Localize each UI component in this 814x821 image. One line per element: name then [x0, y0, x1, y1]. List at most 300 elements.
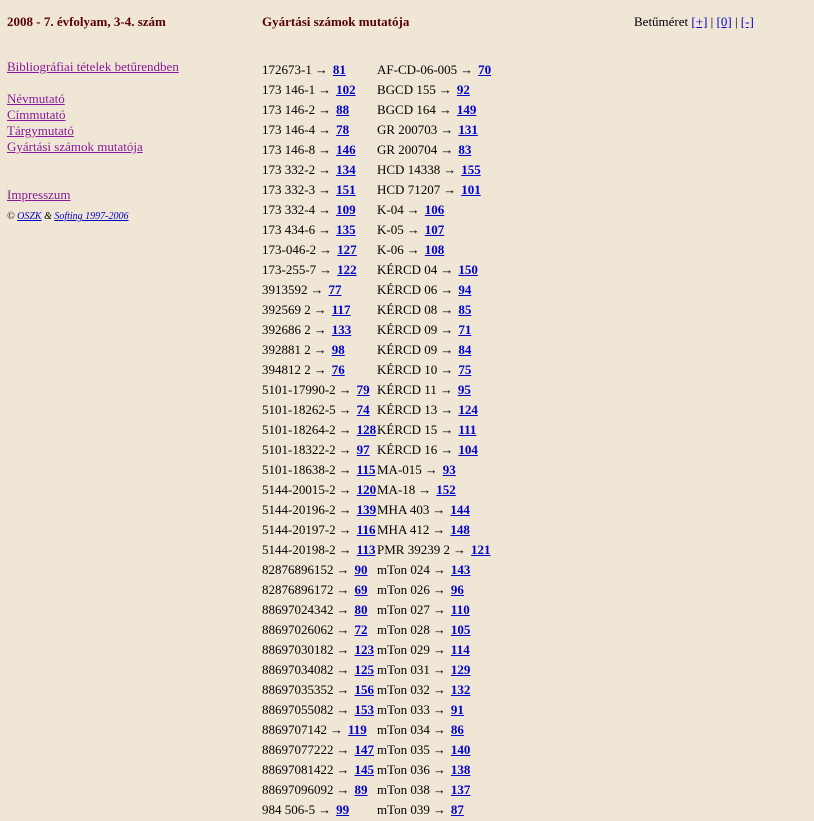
page-link[interactable]: 98: [331, 342, 345, 357]
list-item: [377, 100, 491, 120]
list-item: [262, 520, 376, 540]
catalog-code: BGCD 164: [377, 102, 436, 117]
list-item: [262, 640, 376, 660]
catalog-column-2: [377, 60, 491, 820]
page-link[interactable]: 111: [458, 422, 477, 437]
list-item: [262, 240, 376, 260]
page-link[interactable]: 106: [424, 202, 445, 217]
list-item: [377, 320, 491, 340]
sidebar-link-title-index[interactable]: Címmutató: [7, 107, 66, 122]
catalog-code: 5144-20196-2: [262, 502, 336, 517]
list-item: [377, 720, 491, 740]
page-link[interactable]: 150: [458, 262, 478, 277]
font-size-label: Betűméret: [634, 14, 689, 29]
list-item: [377, 440, 491, 460]
list-item: [262, 600, 376, 620]
list-item: [262, 200, 376, 220]
catalog-code: GR 200704: [377, 142, 438, 157]
page-link[interactable]: 85: [458, 302, 472, 317]
catalog-code: 392881 2: [262, 342, 311, 357]
catalog-code: 88697026062: [262, 622, 334, 637]
arrow-icon: →: [319, 262, 333, 277]
catalog-code: MHA 403: [377, 502, 430, 517]
page-link[interactable]: 83: [458, 142, 472, 157]
catalog-code: 173 146-4: [262, 122, 316, 137]
page-link[interactable]: 69: [354, 582, 368, 597]
page-link[interactable]: 151: [336, 182, 356, 197]
arrow-icon: →: [440, 422, 454, 437]
list-item: [377, 300, 491, 320]
arrow-icon: →: [336, 562, 350, 577]
arrow-icon: →: [432, 602, 446, 617]
page-link[interactable]: 149: [456, 102, 477, 117]
page-link[interactable]: 114: [450, 642, 470, 657]
page-link[interactable]: 134: [336, 162, 356, 177]
list-item: [377, 780, 491, 800]
arrow-icon: →: [432, 762, 446, 777]
list-item: [377, 260, 491, 280]
arrow-icon: →: [432, 662, 446, 677]
catalog-code: mTon 035: [377, 742, 430, 757]
list-item: [377, 680, 491, 700]
list-item: [377, 560, 491, 580]
arrow-icon: →: [432, 742, 446, 757]
list-item: [377, 220, 491, 240]
arrow-icon: →: [330, 722, 343, 737]
catalog-code: PMR 39239 2: [377, 542, 450, 557]
arrow-icon: →: [406, 222, 420, 237]
page-link[interactable]: 122: [337, 262, 357, 277]
list-item: [262, 100, 376, 120]
list-item: [262, 120, 376, 140]
page-link[interactable]: 116: [356, 522, 376, 537]
list-item: [377, 460, 491, 480]
page-link[interactable]: 109: [336, 202, 356, 217]
arrow-icon: →: [432, 502, 446, 517]
separator: |: [734, 14, 738, 29]
page-link[interactable]: 138: [450, 762, 471, 777]
ampersand: &: [44, 211, 52, 222]
arrow-icon: →: [424, 462, 438, 477]
list-item: [262, 300, 376, 320]
list-item: [262, 800, 376, 820]
page-link[interactable]: 94: [458, 282, 472, 297]
arrow-icon: →: [440, 282, 454, 297]
page-link[interactable]: 119: [348, 722, 367, 737]
list-item: [262, 560, 376, 580]
catalog-code: 394812 2: [262, 362, 311, 377]
sidebar-link-catalog-index[interactable]: Gyártási számok mutatója: [7, 139, 143, 154]
catalog-code: HCD 14338: [377, 162, 441, 177]
catalog-code: KÉRCD 09: [377, 342, 438, 357]
list-item: [377, 520, 491, 540]
arrow-icon: →: [338, 462, 352, 477]
arrow-icon: →: [336, 742, 350, 757]
arrow-icon: →: [318, 122, 332, 137]
catalog-column-1: [262, 60, 376, 820]
list-item: [377, 400, 491, 420]
arrow-icon: →: [336, 642, 350, 657]
list-item: [377, 360, 491, 380]
arrow-icon: →: [318, 202, 332, 217]
arrow-icon: →: [313, 342, 327, 357]
arrow-icon: →: [418, 482, 432, 497]
font-size-reset-link[interactable]: [0]: [716, 14, 732, 29]
catalog-code: 173-046-2: [262, 242, 317, 257]
list-item: [262, 660, 376, 680]
list-item: [377, 800, 491, 820]
arrow-icon: →: [336, 702, 350, 717]
arrow-icon: →: [440, 362, 454, 377]
page-link[interactable]: 121: [470, 542, 491, 557]
catalog-code: mTon 036: [377, 762, 430, 777]
list-item: [377, 480, 491, 500]
list-item: [377, 60, 491, 80]
arrow-icon: →: [338, 442, 352, 457]
page-link[interactable]: 124: [458, 402, 478, 417]
page-link[interactable]: 93: [442, 462, 456, 477]
catalog-code: mTon 026: [377, 582, 430, 597]
catalog-code: 82876896152: [262, 562, 334, 577]
page-link[interactable]: 147: [354, 742, 374, 757]
catalog-code: 5101-18322-2: [262, 442, 336, 457]
list-item: [377, 180, 491, 200]
page-link[interactable]: 104: [458, 442, 478, 457]
list-item: [262, 320, 376, 340]
arrow-icon: →: [310, 282, 324, 297]
catalog-code: BGCD 155: [377, 82, 436, 97]
list-item: [262, 360, 376, 380]
arrow-icon: →: [313, 362, 327, 377]
list-item: [377, 760, 491, 780]
arrow-icon: →: [438, 82, 452, 97]
page-link[interactable]: 78: [336, 122, 350, 137]
page-link[interactable]: 84: [458, 342, 472, 357]
sidebar-nav: [7, 59, 247, 225]
list-item: [262, 420, 376, 440]
catalog-code: KÉRCD 16: [377, 442, 438, 457]
catalog-code: mTon 032: [377, 682, 430, 697]
arrow-icon: →: [336, 782, 350, 797]
arrow-icon: →: [406, 202, 420, 217]
catalog-code: 5101-18638-2: [262, 462, 336, 477]
catalog-code: AF-CD-06-005: [377, 62, 458, 77]
list-item: [262, 680, 376, 700]
catalog-code: 173-255-7: [262, 262, 317, 277]
page-link[interactable]: 146: [336, 142, 356, 157]
catalog-code: MHA 412: [377, 522, 430, 537]
catalog-code: KÉRCD 15: [377, 422, 438, 437]
catalog-code: MA-18: [377, 482, 416, 497]
arrow-icon: →: [432, 622, 446, 637]
arrow-icon: →: [336, 582, 350, 597]
catalog-code: mTon 031: [377, 662, 430, 677]
page-link[interactable]: 156: [354, 682, 374, 697]
page-link[interactable]: 86: [450, 722, 464, 737]
page-link[interactable]: 153: [354, 702, 374, 717]
arrow-icon: →: [319, 242, 333, 257]
arrow-icon: →: [440, 262, 454, 277]
page-link[interactable]: 137: [450, 782, 471, 797]
page-link[interactable]: 129: [450, 662, 471, 677]
list-item: [377, 240, 491, 260]
page-link[interactable]: 148: [450, 522, 470, 537]
page-link[interactable]: 96: [450, 582, 464, 597]
page-link[interactable]: 117: [331, 302, 351, 317]
catalog-code: 88697030182: [262, 642, 334, 657]
page-link[interactable]: 75: [458, 362, 472, 377]
catalog-code: HCD 71207: [377, 182, 441, 197]
list-item: [377, 500, 491, 520]
catalog-code: GR 200703: [377, 122, 438, 137]
page-link[interactable]: 133: [331, 322, 352, 337]
list-item: [377, 620, 491, 640]
catalog-code: 173 146-1: [262, 82, 316, 97]
issue-title: 2008 - 7. évfolyam, 3-4. szám: [7, 14, 166, 29]
page-link[interactable]: 74: [356, 402, 370, 417]
page-link[interactable]: 88: [336, 102, 350, 117]
arrow-icon: →: [439, 382, 453, 397]
arrow-icon: →: [432, 582, 446, 597]
page-link[interactable]: 110: [450, 602, 470, 617]
arrow-icon: →: [432, 802, 446, 817]
page-link[interactable]: 145: [354, 762, 374, 777]
list-item: [262, 580, 376, 600]
font-size-decrease-link[interactable]: [-]: [740, 14, 754, 29]
list-item: [262, 160, 376, 180]
arrow-icon: →: [440, 322, 454, 337]
arrow-icon: →: [460, 62, 474, 77]
catalog-code: 392569 2: [262, 302, 311, 317]
catalog-code: KÉRCD 10: [377, 362, 438, 377]
list-item: [262, 440, 376, 460]
arrow-icon: →: [443, 162, 457, 177]
list-item: [377, 660, 491, 680]
page-link[interactable]: 89: [354, 782, 368, 797]
arrow-icon: →: [318, 102, 332, 117]
page-link[interactable]: 101: [461, 182, 481, 197]
sidebar-link-name-index[interactable]: Névmutató: [7, 91, 65, 106]
catalog-code: mTon 033: [377, 702, 430, 717]
list-item: [262, 720, 376, 740]
catalog-code: 5144-20015-2: [262, 482, 336, 497]
page-link[interactable]: 113: [356, 542, 376, 557]
page-link[interactable]: 128: [356, 422, 377, 437]
arrow-icon: →: [338, 402, 352, 417]
page-link[interactable]: 144: [450, 502, 470, 517]
catalog-code: 5101-18264-2: [262, 422, 336, 437]
arrow-icon: →: [432, 782, 446, 797]
catalog-code: 88697034082: [262, 662, 334, 677]
page-link[interactable]: 123: [354, 642, 374, 657]
arrow-icon: →: [313, 322, 327, 337]
arrow-icon: →: [432, 702, 446, 717]
list-item: [262, 540, 376, 560]
page-link[interactable]: 92: [456, 82, 470, 97]
list-item: [377, 140, 491, 160]
list-item: [262, 220, 376, 240]
list-item: [377, 340, 491, 360]
catalog-code: 82876896172: [262, 582, 334, 597]
catalog-code: 173 332-4: [262, 202, 316, 217]
font-size-controls: [634, 14, 754, 30]
list-item: [377, 580, 491, 600]
catalog-code: 88697024342: [262, 602, 334, 617]
catalog-code: 173 146-8: [262, 142, 316, 157]
arrow-icon: →: [338, 522, 352, 537]
catalog-code: 173 332-2: [262, 162, 316, 177]
catalog-code: 88697081422: [262, 762, 334, 777]
page-link[interactable]: 120: [356, 482, 377, 497]
arrow-icon: →: [440, 442, 454, 457]
catalog-code: 3913592: [262, 282, 308, 297]
arrow-icon: →: [440, 402, 454, 417]
arrow-icon: →: [432, 522, 446, 537]
catalog-code: 5144-20197-2: [262, 522, 336, 537]
list-item: [262, 740, 376, 760]
credits: [7, 209, 247, 225]
page-link[interactable]: 140: [450, 742, 471, 757]
catalog-code: mTon 038: [377, 782, 430, 797]
list-item: [377, 640, 491, 660]
catalog-code: 173 146-2: [262, 102, 316, 117]
list-item: [377, 160, 491, 180]
list-item: [262, 380, 376, 400]
catalog-code: mTon 034: [377, 722, 430, 737]
page-link[interactable]: 105: [450, 622, 471, 637]
arrow-icon: →: [443, 182, 457, 197]
page-link[interactable]: 72: [354, 622, 368, 637]
catalog-code: KÉRCD 04: [377, 262, 438, 277]
arrow-icon: →: [314, 62, 328, 77]
arrow-icon: →: [432, 682, 446, 697]
list-item: [262, 60, 376, 80]
page-link[interactable]: 80: [354, 602, 368, 617]
page-link[interactable]: 71: [458, 322, 472, 337]
arrow-icon: →: [338, 382, 352, 397]
list-item: [262, 280, 376, 300]
page-link[interactable]: 79: [356, 382, 370, 397]
page-link[interactable]: 127: [337, 242, 357, 257]
arrow-icon: →: [440, 302, 454, 317]
list-item: [262, 260, 376, 280]
page-link[interactable]: 77: [328, 282, 342, 297]
list-item: [262, 780, 376, 800]
list-item: [377, 80, 491, 100]
catalog-code: mTon 029: [377, 642, 430, 657]
list-item: [262, 700, 376, 720]
arrow-icon: →: [336, 662, 350, 677]
list-item: [262, 340, 376, 360]
font-size-increase-link[interactable]: [+]: [691, 14, 708, 29]
catalog-code: mTon 027: [377, 602, 430, 617]
page-link[interactable]: 70: [478, 62, 492, 77]
page-link[interactable]: 91: [450, 702, 464, 717]
list-item: [377, 280, 491, 300]
sidebar-link-subject-index[interactable]: Tárgymutató: [7, 123, 74, 138]
list-item: [262, 80, 376, 100]
catalog-code: KÉRCD 09: [377, 322, 438, 337]
page-link[interactable]: 125: [354, 662, 374, 677]
page-link[interactable]: 135: [336, 222, 356, 237]
list-item: [262, 400, 376, 420]
sidebar-link-bibliography[interactable]: Bibliográfiai tételek betűrendben: [7, 59, 179, 74]
list-item: [377, 200, 491, 220]
list-item: [377, 700, 491, 720]
catalog-code: 173 434-6: [262, 222, 316, 237]
arrow-icon: →: [336, 602, 350, 617]
catalog-code: 88697055082: [262, 702, 334, 717]
separator: |: [710, 14, 714, 29]
softing-link[interactable]: Softing 1997-2006: [54, 211, 129, 222]
catalog-code: 88697035352: [262, 682, 334, 697]
page-link[interactable]: 108: [424, 242, 445, 257]
list-item: [377, 600, 491, 620]
arrow-icon: →: [452, 542, 466, 557]
arrow-icon: →: [318, 162, 332, 177]
arrow-icon: →: [438, 102, 452, 117]
page-link[interactable]: 81: [332, 62, 346, 77]
catalog-code: KÉRCD 06: [377, 282, 438, 297]
arrow-icon: →: [313, 302, 327, 317]
catalog-code: 5101-17990-2: [262, 382, 336, 397]
list-item: [262, 480, 376, 500]
catalog-code: mTon 028: [377, 622, 430, 637]
page-link[interactable]: 115: [356, 462, 376, 477]
arrow-icon: →: [440, 142, 454, 157]
catalog-code: 8869707142: [262, 722, 327, 737]
sidebar-link-impressum[interactable]: Impresszum: [7, 187, 71, 202]
page-link[interactable]: 107: [424, 222, 445, 237]
page-link[interactable]: 99: [336, 802, 350, 817]
list-item: [377, 540, 491, 560]
catalog-code: K-06: [377, 242, 404, 257]
page-link[interactable]: 102: [336, 82, 356, 97]
arrow-icon: →: [432, 562, 446, 577]
catalog-code: 173 332-3: [262, 182, 316, 197]
page-link[interactable]: 95: [457, 382, 471, 397]
oszk-link[interactable]: OSZK: [17, 211, 42, 222]
page-link[interactable]: 152: [436, 482, 456, 497]
arrow-icon: →: [318, 222, 332, 237]
list-item: [262, 180, 376, 200]
list-item: [262, 460, 376, 480]
arrow-icon: →: [336, 762, 350, 777]
catalog-code: 88697096092: [262, 782, 334, 797]
page-link[interactable]: 139: [356, 502, 377, 517]
arrow-icon: →: [318, 802, 332, 817]
arrow-icon: →: [440, 122, 454, 137]
page-link[interactable]: 143: [450, 562, 471, 577]
catalog-code: 392686 2: [262, 322, 311, 337]
arrow-icon: →: [406, 242, 420, 257]
page-link[interactable]: 90: [354, 562, 368, 577]
page-title: Gyártási számok mutatója: [262, 14, 410, 29]
catalog-code: mTon 039: [377, 802, 430, 817]
page-link[interactable]: 97: [356, 442, 370, 457]
page-link[interactable]: 132: [450, 682, 471, 697]
catalog-code: KÉRCD 11: [377, 382, 437, 397]
arrow-icon: →: [432, 722, 446, 737]
arrow-icon: →: [432, 642, 446, 657]
page-link[interactable]: 87: [450, 802, 464, 817]
catalog-code: KÉRCD 13: [377, 402, 438, 417]
page-link[interactable]: 155: [461, 162, 481, 177]
catalog-code: KÉRCD 08: [377, 302, 438, 317]
list-item: [377, 740, 491, 760]
page-link[interactable]: 76: [331, 362, 345, 377]
page-link[interactable]: 131: [458, 122, 478, 137]
